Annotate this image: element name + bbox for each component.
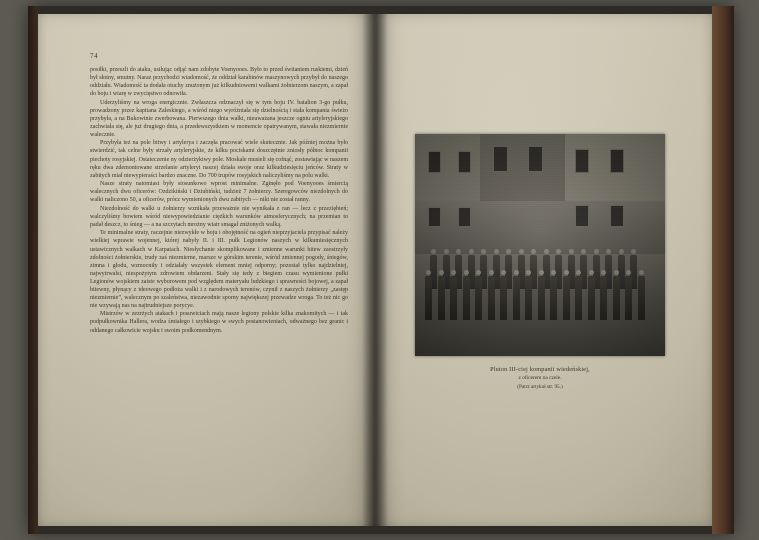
paragraph: Uderzyliśmy na wroga energicznie. Zwłaszcza odznaczył się w tym boju IV. batalion 3-go pułku, prowadzony przez kapitana Zaleskiego, a wśród niego wyróżniała się dzielnością i stała kompania świeżo przybyła, a na Bukowinie zwerbowana. Pierwszego dnia walki, nieuważana jeszcze ogniu artyleryjskiego zachwiała się, ale już drugiego dnia, a przedewszystkiem w momencie opatrywanym, stawała niezmiernie walecznie. <box>90 99 348 138</box>
open-book <box>28 6 734 534</box>
paragraph: Te minimalne straty, raczejnie niezwykłe w boju i obojętność na ogień nieprzyjaciela przypisać należy wielkiej wprawie wojennej, której nabyły II. i III. pułk Legionów naszych w kilkumiesięcznych ustawicznych walkach w Karpatach. Niesłychanie skomplikowane i zmienne warunki bitew zaostrzyły zdolności żołnierskie, trudy zaś niezmierne, marsze w górskim terenie, wśród zmiennej pogody, śniegów, zimna i głodu, wzmocniły i odziałały wszystek element mniej odporny; pozostał tylko najdzielniej, najwytrwalsi, niespożytym zdrowiem obdarzeni. Stały się tedy z biegiem czasu wymienione pułki Legionów wojskiem zaiste wyborowem pod względem materyału ludzkiego i sprawności bojowej, a zapał bitewny, płynący z ideowego podłoża walki i z narodowych terenów, czynił z naszych żołnierzy „zastęp niezmiernie”, walecznym po szaleństwa, niezawodnie sporny największej przewadze wroga. To też nic go nie wzywają nas na najtrudniejsze porycye. <box>90 230 348 309</box>
cover-edge-left <box>28 6 38 534</box>
paragraph: Nasze straty natomiast były stosunkowo wprost minimalne. Zginęło pod Voenyooes śmiercią walecznych dwu oficerów: Ozdzikiński i Dziubiński, tudzież 7 żołnierzy. Szeregowców niezdolnych do walki naliczono 50, a oficerów, prócz wymienionych dwu zabitych — nikt nie został ranny. <box>90 181 348 204</box>
page-number: 74 <box>90 52 98 60</box>
plate-caption <box>415 366 665 390</box>
paragraph: posiłki, przeszli do ataku, usiłując odjąć nam zdobyte Voenyooes. Było to przed świtaniem ruskiemi, dzień był słotny, smutny. Naraz przychodzi wiadomość, że oddział karabinów maszynowych przybył do naszego oddziału. Wiadomość ta dodała otuchy znużonym już kilkudniowemi walkami żołnierzom naszym, a zapał do boju i wiarę w zwycięstwo odnowiła. <box>90 67 348 98</box>
page-spread <box>38 14 712 526</box>
paragraph: Niezdolność do walki u żołnierzy wznikała przeważnie nie wynikała z ran — lecz z przeziębień; walczyliśmy bowiem wśród niewypowiedzianie ciężkich warunków atmosferycznych; na przemian to padał deszcz, to śnieg — a na szczytach mrożny wiatr smagał zniżonych walką. <box>90 205 348 228</box>
caption-line-1: Pluton III-ciej kompanii wiedeńskiej, <box>490 366 590 373</box>
cover-edge-right <box>712 6 734 534</box>
photo-vignette-overlay <box>415 134 665 356</box>
paragraph: Przybyła też na pole bitwy i artylerya i zaczęła pracować wiele skutecznie. Jak później można było stwierdzić, tak celne były strzały artyleryjskie, że kilku pociskami doszczętnie zniosły północ kompanii piechoty rosyjskiej. Ostateczenie ny odzierżykiwy pole. Moskale musieli się cofnąć, zostawiając w naszem ręku dwa zdemontowane strzelanie artyleryi naszej działa swoje oraz kilkudziesięciu jeńców. Straty w zabitych miał niewypieraści bardzo znaczne. Do 700 trupów rosyjskich naliczyliśmy na polu walki. <box>90 140 348 179</box>
body-text <box>90 66 348 335</box>
page-right <box>375 14 712 526</box>
caption-reference: (Patrz artykuł str. 95.) <box>517 384 563 390</box>
paragraph: Mistrzów w zezrżych atakach i posuwiciach mają nasze legiony polskie kilka znakomitych — i tak podpułkownika Hallera, wodza śmiałego i szybkiego w swych postanowieniach, odważnego bez granic i oddanego całkowicie wojsku i swoim podkomendnym. <box>90 311 348 334</box>
page-left <box>38 14 375 526</box>
caption-line-2: z oficerem na czele. <box>518 375 562 381</box>
photograph <box>415 134 665 356</box>
